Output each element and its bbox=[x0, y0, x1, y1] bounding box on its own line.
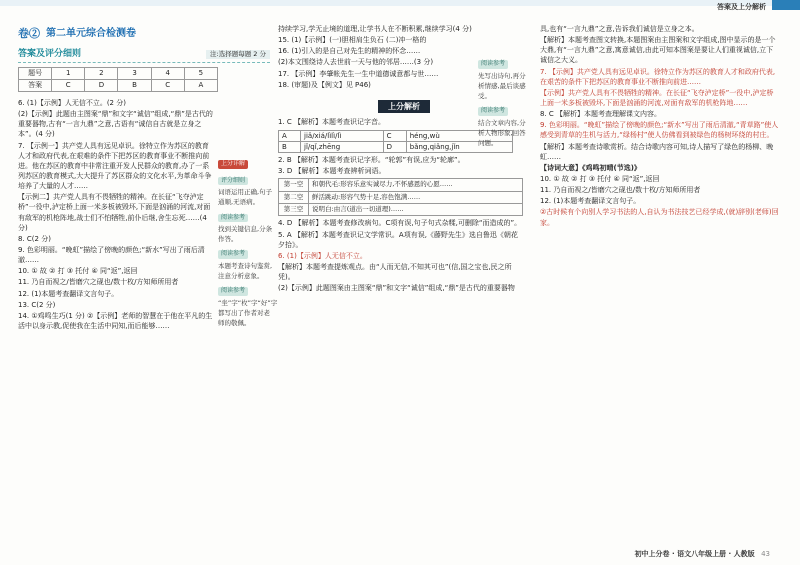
analysis-item: 10. ① 故 ② 打 ③ 托付 ④ 同“返”,返回 bbox=[540, 174, 660, 183]
table-cell: B bbox=[279, 141, 301, 152]
answer-table bbox=[18, 67, 218, 92]
answer-item: 6. (1)【示例】人无信不立。(2 分) bbox=[18, 99, 126, 107]
table-cell: C bbox=[383, 130, 406, 141]
section-title: 上分解析 bbox=[378, 100, 430, 114]
analysis-item: 2. B 【解析】本题考查识记字形。“轮郭”有误,应为“轮廓”。 bbox=[278, 155, 465, 164]
analysis-item: 5. A 【解析】本题考查识记文学常识。A项有误,《藤野先生》选自鲁迅《朝花夕拾》。 bbox=[278, 230, 518, 249]
table-cell: 和朝代毛:形容乐意实诚尽力,不怀感恩的心愿…… bbox=[309, 179, 523, 191]
answer-item: 16. (1)引入的是自己对先生的精神的怀念…… bbox=[278, 47, 421, 56]
side-text: 本题考查诗句鉴赏,注意分析意象。 bbox=[218, 262, 273, 281]
table-row bbox=[19, 80, 218, 92]
table-cell: 5 bbox=[184, 68, 217, 80]
side-text: 结合文章内容,分析人物形象,回答问题。 bbox=[478, 118, 526, 147]
side-notes bbox=[218, 154, 278, 328]
side-label: 阅读参考 bbox=[218, 250, 248, 259]
analysis-item: 3. D 【解析】本题考查辨析词语。 bbox=[278, 167, 386, 175]
table-row bbox=[19, 68, 218, 80]
side-label: 阅读参考 bbox=[218, 287, 248, 296]
answer-item: 13. C(2 分) bbox=[18, 300, 56, 309]
table-cell: jǐ/qǐ,zhēng bbox=[301, 141, 384, 152]
analysis-item: 【解析】本题考查图文转换,本题图案由主图案和文字组成,图中显示的是一个大鼎,有“一言九鼎”之意,寓意诚信,由此可知本图案是要让人们重视诚信,立下诚信之大义。 bbox=[540, 36, 776, 65]
answer-item: 8. C(2 分) bbox=[18, 234, 51, 243]
answer-title: 答案及评分细则 bbox=[18, 48, 82, 59]
answer-item: 7. 【示例一】共产党人具有远见卓识。徐特立作为苏区的教育人才和政府代表,在艰难的条件下把苏区的教育事业不断推向前进。他在苏区的教育中非常注重开发人民群众的教育,办了一系列苏区的教育模式,大大提升了苏区群众的文化水平,为革命斗争培养了大量的人才…… bbox=[18, 141, 212, 191]
table-cell: 4 bbox=[151, 68, 184, 80]
analysis-item: 【示例】共产党人具有不畏牺牲的精神。在长征“飞夺泸定桥”一役中,泸定桥上面一米多板被毁坏,下面是汹涌的河流,对面有敌军的机枪阵地…… bbox=[540, 88, 774, 107]
table-cell: C bbox=[151, 80, 184, 92]
answer-item: (2)本文围绕诗人去世前一天与他的邻居……(3 分) bbox=[278, 58, 434, 67]
table-cell: jiǎ/xiá/lìlì/lì bbox=[301, 130, 384, 141]
column-1 bbox=[18, 24, 278, 544]
side-label: 评分细则 bbox=[218, 177, 248, 186]
footer-text: 初中上分卷 · 语文八年级上册 · 人教版 bbox=[634, 549, 755, 558]
table-cell: 2 bbox=[85, 68, 118, 80]
table-cell: B bbox=[118, 80, 151, 92]
answer-header bbox=[18, 47, 270, 63]
corner-bar bbox=[772, 0, 800, 10]
unit-title-bar bbox=[18, 24, 270, 44]
table-cell: 第二空 bbox=[279, 191, 309, 203]
unit-title: 第二单元综合检测卷 bbox=[46, 27, 136, 39]
table-cell: 鲜活跳动:形容气势十足,容色饱满…… bbox=[309, 191, 523, 203]
table-cell: 第三空 bbox=[279, 203, 309, 215]
poem-title: 【诗词大意】《鸡鸣初晴(节选)》 bbox=[540, 163, 641, 172]
table-cell: 说明白:由言(道出一切道理)…… bbox=[309, 203, 523, 215]
table-cell: A bbox=[279, 130, 301, 141]
analysis-item: 1. C 【解析】本题考查识记字音。 bbox=[278, 118, 386, 127]
table-cell: 3 bbox=[118, 68, 151, 80]
answer-item: (2)【示例】此题由主图案“鼎”和文字“诚信”组成,“鼎”是古代的重要器物,古有“一言九鼎”之意,古语有“诚信自古就是立身之本”。(4 分) bbox=[18, 110, 213, 139]
analysis-item: 8. C 【解析】本题考查理解课文内容。 bbox=[540, 110, 662, 119]
side-label: 阅读参考 bbox=[478, 107, 508, 116]
analysis-item: 4. D 【解析】本题考查修改病句。C项有误,句子句式杂糅,可删除“而造成的”。 bbox=[278, 219, 522, 228]
table-cell: 题号 bbox=[19, 68, 52, 80]
table-cell: D bbox=[85, 80, 118, 92]
answer-item: 10. ① 故 ② 打 ③ 托付 ④ 同“返”,返回 bbox=[18, 267, 138, 276]
analysis-item: 6. (1)【示例】人无信不立。 bbox=[278, 251, 367, 260]
answer-item: 18. (审题)及【例文】见 P46) bbox=[278, 80, 371, 89]
side-label: 阅读参考 bbox=[478, 60, 508, 69]
answer-item: 12. (1)本题考查翻译文言句子。 bbox=[18, 289, 119, 298]
table-cell: D bbox=[383, 141, 406, 152]
table-cell: 答案 bbox=[19, 80, 52, 92]
analysis-item: ②古时候有个向别人学习书法的人,自认为书法技艺已经学成,(就)辞别(老师)回家。 bbox=[540, 208, 779, 227]
analysis-item: 11. 乃自而视之/皆磨穴之砚也/数十枚/方知师所用者 bbox=[540, 186, 701, 195]
answer-item: 17. 【示例】李肇帐先生一生中道德诚意都与世…… bbox=[278, 69, 439, 78]
analysis-item: 7. 【示例】共产党人具有远见卓识。徐特立作为苏区的教育人才和政府代表,在艰苦的条件下把苏区的教育事业不断推向前进…… bbox=[540, 67, 776, 86]
analysis-item: (2)【示例】此题图案由主图案“鼎”和文字“诚信”组成,“鼎”是古代的重要器物 bbox=[278, 284, 515, 293]
top-strip bbox=[0, 0, 800, 6]
paraphrase-table bbox=[278, 178, 523, 216]
analysis-item: 具,也有“一言九鼎”之意,告诉我们诚信是立身之本。 bbox=[540, 25, 699, 33]
answer-note: 注:选择题每题 2 分 bbox=[206, 50, 270, 59]
analysis-item: 【解析】本题考查诗歌赏析。结合诗歌内容可知,诗人描写了绿色的杨柳、晚虹…… bbox=[540, 142, 774, 161]
footer bbox=[635, 549, 770, 559]
table-cell: C bbox=[52, 80, 85, 92]
table-row bbox=[279, 179, 523, 191]
header-tag: 答案及上分解析 bbox=[717, 3, 766, 11]
answer-item: 14. ①鸡鸣生巧(1 分) ②【示例】老师的智慧在于他在平凡的生活中以身示教,促使我在生活中同知,而后能够…… bbox=[18, 311, 213, 330]
analysis-item: 【解析】本题考查提炼观点。由“人而无信,不知其可也”(信,国之宝也,民之所凭)。 bbox=[278, 262, 512, 282]
side-notes bbox=[478, 54, 530, 148]
answer-item: 【示例二】共产党人具有不畏牺牲的精神。在长征“飞夺泸定桥”一役中,泸定桥上面一米多板被毁坏,下面是汹涌的河流,对面有敌军的机枪阵地,战士们不怕牺牲,前仆后继,舍生忘死……(4 分) bbox=[18, 193, 211, 232]
answer-item: 11. 乃自而视之/皆磨穴之砚也/数十枚/方知师所用者 bbox=[18, 278, 179, 287]
answer-item: 9. 色彩明丽。“晚虹”描绘了傍晚的颜色;“新水”写出了雨后清澈…… bbox=[18, 245, 205, 265]
table-cell: héng,wù bbox=[406, 130, 512, 141]
column-2 bbox=[278, 24, 530, 544]
table-cell: bǎng,qiǎng,jǐn bbox=[406, 141, 512, 152]
table-row bbox=[279, 203, 523, 215]
side-text: 词语运用正确,句子通顺,无语病。 bbox=[218, 188, 273, 207]
column-3 bbox=[540, 24, 785, 544]
page-number: 43 bbox=[761, 549, 770, 558]
table-cell: A bbox=[184, 80, 217, 92]
table-cell: 1 bbox=[52, 68, 85, 80]
analysis-item: 12. (1)本题考查翻译文言句子。 bbox=[540, 197, 641, 206]
analysis-item: 9. 色彩明丽。“晚虹”描绘了傍晚的颜色;“新水”写出了雨后清澈,“青草路”使人感受到青草的生机与活力,“绿杨村”使人仿佛看到被绿色的杨树环绕的村庄。 bbox=[540, 121, 779, 140]
side-text: 先写出诗句,再分析情感,最后谈感受。 bbox=[478, 71, 526, 100]
volume-label: 卷② bbox=[18, 27, 40, 41]
side-text: 找到关键信息,分条作答。 bbox=[218, 225, 273, 244]
table-cell: 第一空 bbox=[279, 179, 309, 191]
table-row bbox=[279, 191, 523, 203]
side-label: 阅读参考 bbox=[218, 214, 248, 223]
answer-item: 持续学习,学无止境的道理,让学书人在不断积累,继续学习(4 分) bbox=[278, 25, 472, 33]
answer-item: 15. (1)【示例】(一)胆相肩生负石 (二)冲一格的 bbox=[278, 36, 427, 45]
side-label: 上分详解 bbox=[218, 160, 248, 169]
side-text: “坐”字“枚”字“好”字都写出了作者对老师的敬佩。 bbox=[218, 298, 278, 327]
